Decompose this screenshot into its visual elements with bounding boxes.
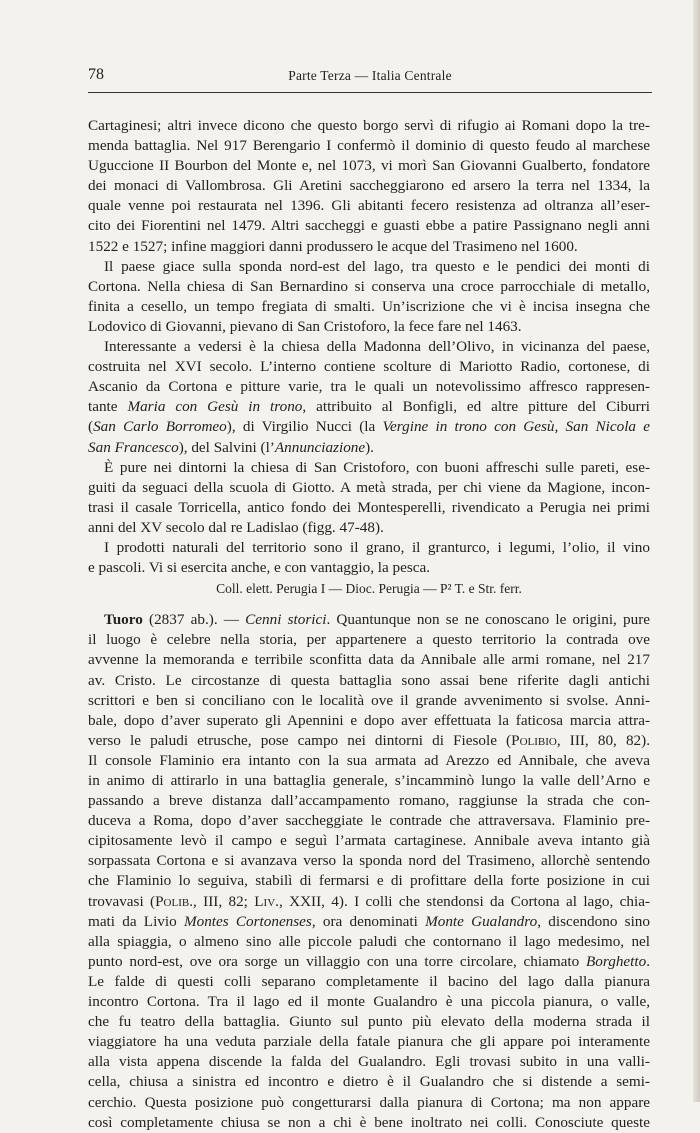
text-line: mati da Livio Montes Cortonenses, ora denominati Monte Gualandro, discendono sino xyxy=(88,912,650,930)
text-line: passando a breve distanza dall’accampamento romano, raggiunse la strada che con- xyxy=(88,792,650,810)
text-line: trovavasi (Polib., III, 82; Liv., XXII, 4). I colli che stendonsi da Cortona al lago, chia- xyxy=(88,892,650,910)
text-line: menda battaglia. Nel 917 Berengario I confermò il dominio di questo feudo al marchese xyxy=(88,137,650,155)
body-text xyxy=(88,116,650,1133)
text-line: trasi il casale Torricella, antico fondo dei Montesperelli, rivendicato a Perugia nei primi xyxy=(88,498,650,516)
text-line: incontro Cortona. Tra il lago ed il monte Gualandro è una piccola pianura, o valle, xyxy=(88,993,650,1011)
text-line: Il paese giace sulla sponda nord-est del lago, tra questo e le pendici dei monti di xyxy=(104,257,650,275)
text-line: bale, dopo d’aver superato gli Apennini e dopo aver effettuata la faticosa marcia attra- xyxy=(88,711,650,729)
header-rule xyxy=(88,92,652,93)
text-line: cito dei Fiorentini nel 1479. Altri saccheggi e guasti ebbe a patire Passignano negli anni xyxy=(88,217,650,235)
text-line: cella, chiusa a sinistra ed incontro e dietro è il Gualandro che si distende a semi- xyxy=(88,1073,650,1091)
text-line: È pure nei dintorni la chiesa di San Cristoforo, con buoni affreschi sulle pareti, ese- xyxy=(104,458,650,476)
running-head: Parte Terza — Italia Centrale xyxy=(288,68,452,83)
text-line: costruita nel XVI secolo. L’interno contiene scolture di Mariotto Radio, cortonese, di xyxy=(88,358,650,376)
text-line: dei monaci di Vallombrosa. Gli Aretini saccheggiarono ed arsero la terra nel 1334, la xyxy=(88,177,650,195)
text-line: Interessante a vedersi è la chiesa della Madonna dell’Olivo, in vicinanza del paese, xyxy=(104,338,650,356)
text-line: av. Cristo. Le circostanze di questa battaglia sono assai bene riferite dagli antichi xyxy=(88,671,650,689)
text-line: viaggiatore ha una veduta parziale della fatale pianura che gli appare poi interamente xyxy=(88,1033,650,1051)
page-number: 78 xyxy=(88,66,104,83)
text-line: così completamente chiusa se non a chi è bene inoltrato nei colli. Conosciute queste xyxy=(88,1113,650,1131)
text-line: avvenne la memoranda e terribile sconfitta data da Annibale alle armi romane, nel 217 xyxy=(88,651,650,669)
text-line: Le falde di questi colli separano completamente il bacino del lago dalla pianura xyxy=(88,972,650,990)
text-line: 1522 e 1527; infine maggiori danni produssero le acque del Trasimeno nel 1600. xyxy=(88,237,578,255)
text-line: che Flaminio lo seguiva, stabilì di fermarsi e di profittare della forte posizione in cui xyxy=(88,872,650,890)
text-line: Cartaginesi; altri invece dicono che questo borgo servì di rifugio ai Romani dopo la tre- xyxy=(88,117,650,134)
text-line: cerchio. Questa posizione può congetturarsi dalla pianura di Cortona; ma non appare xyxy=(88,1093,650,1111)
text-line: alla spiaggia, o almeno sino alle piccole paludi che contornano il lago medesimo, nel xyxy=(88,932,650,950)
text-line: anni del XV secolo dal re Ladislao (figg. 47-48). xyxy=(88,518,384,536)
text-line: (San Carlo Borromeo), di Virgilio Nucci (la Vergine in trono con Gesù, San Nicola e xyxy=(88,418,650,436)
text-line: Cortona. Nella chiesa di San Bernardino si conserva una croce parrocchiale di metallo, xyxy=(88,277,650,295)
text-line: duceva a Roma, dopo d’aver saccheggiate le contrade che attraversava. Flaminio pre- xyxy=(88,812,650,830)
text-line: tante Maria con Gesù in trono, attribuito al Bonfigli, ed altre pitture del Ciburri xyxy=(88,398,650,416)
page-header xyxy=(88,64,652,86)
text-line: in animo di attirarlo in una battaglia generale, s’incamminò lungo la valle dell’Arno e xyxy=(88,772,650,789)
text-line: alla vista appena discende la falda del Gualandro. Egli trovasi subito in una valli- xyxy=(88,1053,650,1071)
text-line: Tuoro (2837 ab.). — Cenni storici. Quantunque non se ne conoscano le origini, pure xyxy=(104,611,650,629)
text-line: Ascanio da Cortona e pitture varie, tra le quali un notevolissimo affresco rappresen- xyxy=(88,378,650,396)
text-line: I prodotti naturali del territorio sono il grano, il granturco, i legumi, l’olio, il vino xyxy=(104,538,650,556)
text-line: Uguccione II Bourbon del Monte e, nel 1073, vi morì San Giovanni Gualberto, fondatore xyxy=(88,157,650,175)
page-edge xyxy=(693,0,700,1102)
text-line: il luogo è celebre nella storia, per appartenere a questo territorio la contrada ove xyxy=(88,631,650,649)
text-line: San Francesco), del Salvini (l’Annunciazione). xyxy=(88,438,374,456)
text-line: scrittori e ben si conciliano con le località ove il grande avvenimento si svolse. Anni- xyxy=(88,691,650,709)
text-line: quale venne poi restaurata nel 1396. Gli abitanti fecero resistenza ad oltranza all’eser- xyxy=(88,197,650,215)
text-line: punto nord-est, ove ora sorge un villaggio con una torre circolare, chiamato Borghetto. xyxy=(88,952,650,970)
text-line: cipitosamente levò il campo e seguì l’armata cartaginese. Annibale aveva intanto già xyxy=(88,832,650,850)
text-line: Il console Flaminio era intanto con la sua armata ad Arezzo ed Annibale, che aveva xyxy=(88,751,650,769)
text-line: guiti da seguaci della scuola di Giotto. A metà strada, per chi viene da Magione, incon- xyxy=(88,478,650,496)
text-line: verso le paludi etrusche, pose campo nei dintorni di Fiesole (Polibio, III, 80, 82). xyxy=(88,731,650,749)
text-line: che fu teatro della battaglia. Giunto sul punto più elevato della moderna strada il xyxy=(88,1013,650,1031)
electoral-note: Coll. elett. Perugia I — Dioc. Perugia — P² T. e Str. ferr. xyxy=(216,581,522,597)
text-line: sorpassata Cortona e si avanzava verso la sponda nord del Trasimeno, allorchè sentendo xyxy=(88,852,650,870)
text-line: finita a cesello, un tempo fregiata di smalti. Un’iscrizione che vi è incisa insegna che xyxy=(88,297,650,315)
text-line: Lodovico di Giovanni, pievano di San Cristoforo, la fece fare nel 1463. xyxy=(88,317,522,335)
text-line: e pascoli. Vi si esercita anche, e con vantaggio, la pesca. xyxy=(88,559,431,577)
paragraph-spacer xyxy=(88,599,650,610)
